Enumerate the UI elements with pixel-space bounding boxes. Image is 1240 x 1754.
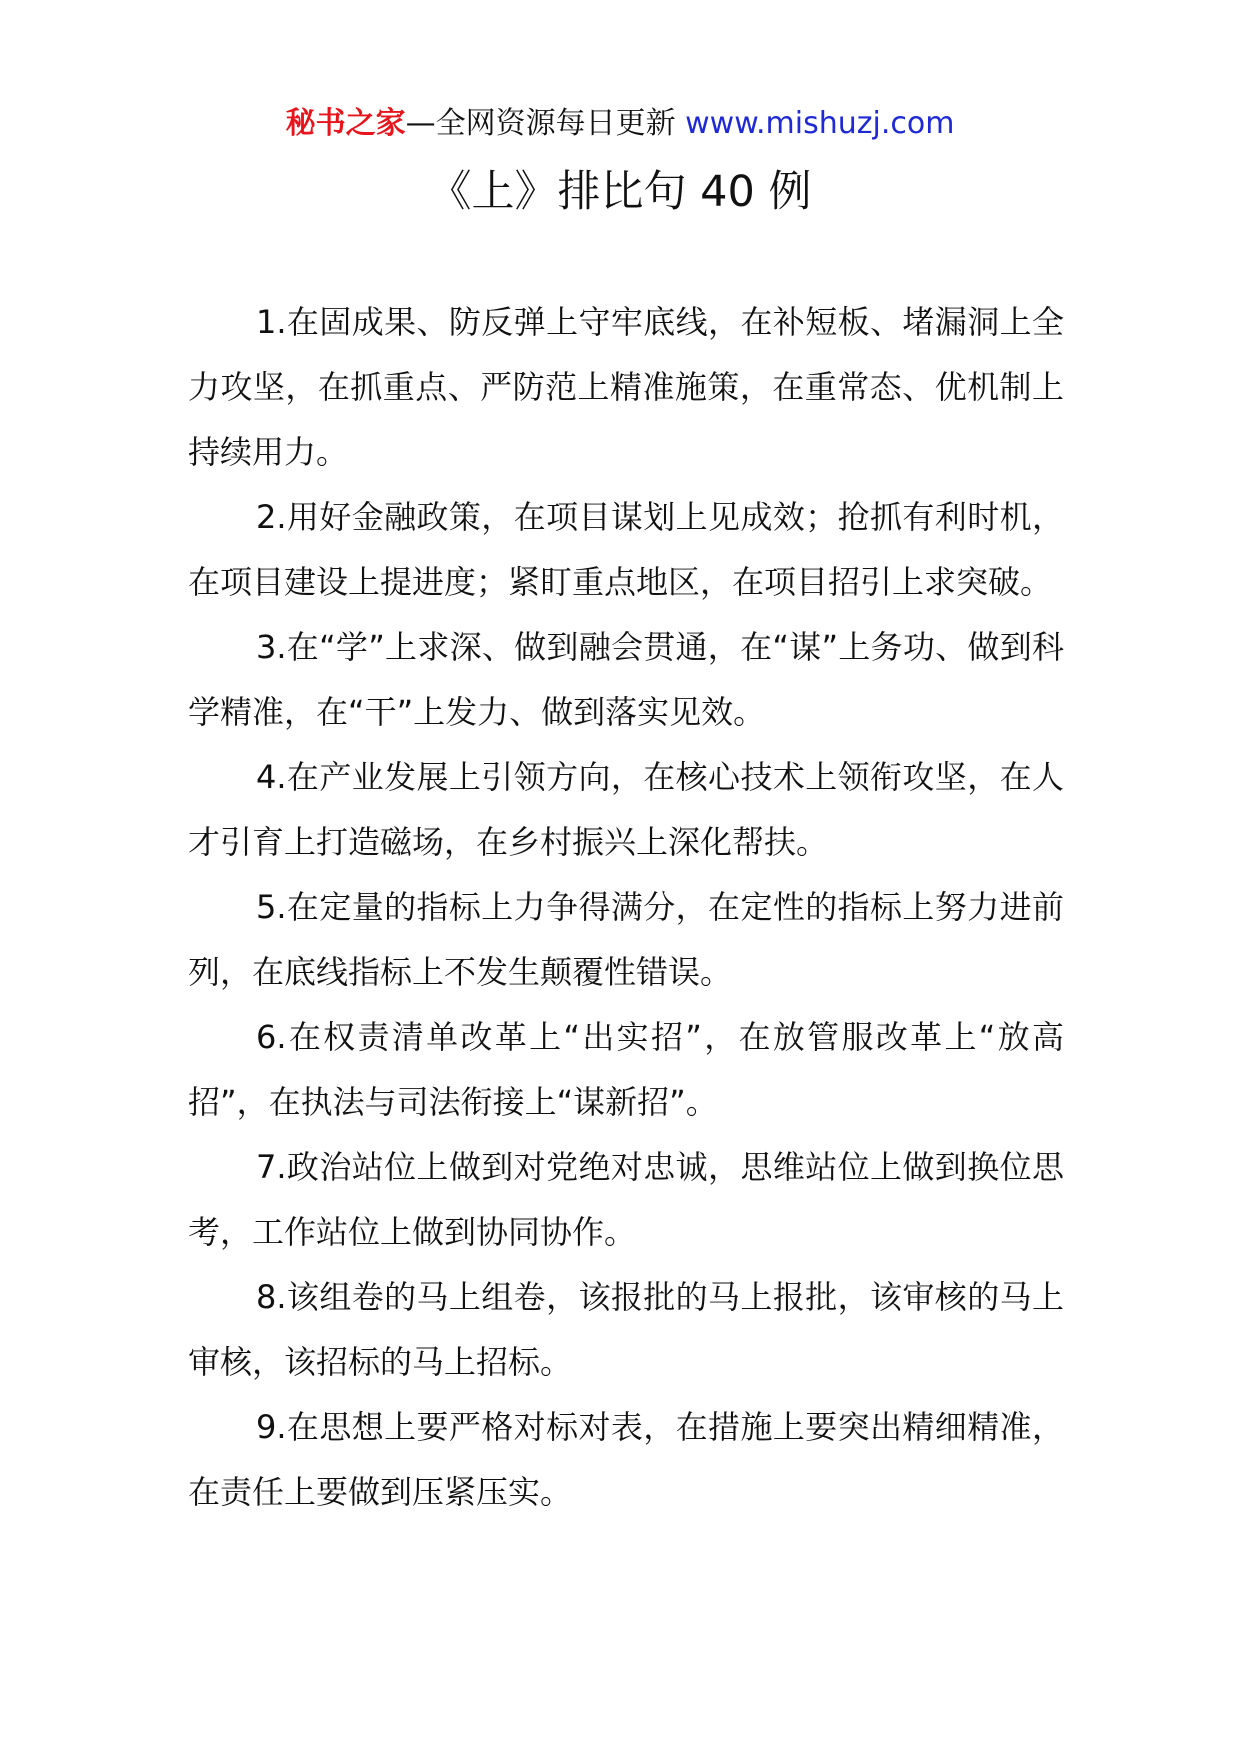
paragraph-7: 7.政治站位上做到对党绝对忠诚，思维站位上做到换位思考，工作站位上做到协同协作。 (188, 1148, 1064, 1251)
paragraph-3: 3.在“学”上求深、做到融会贯通，在“谋”上务功、做到科学精准，在“干”上发力、做到落实见效。 (188, 628, 1064, 731)
brand-name: 秘书之家 (285, 106, 406, 141)
paragraph-4: 4.在产业发展上引领方向，在核心技术上领衔攻坚，在人才引育上打造磁场，在乡村振兴上深化帮扶。 (188, 758, 1064, 861)
paragraph-9: 9.在思想上要严格对标对表，在措施上要突出精细精准，在责任上要做到压紧压实。 (188, 1408, 1064, 1511)
paragraph-5: 5.在定量的指标上力争得满分，在定性的指标上努力进前列，在底线指标上不发生颠覆性错误。 (188, 888, 1064, 991)
paragraph-6: 6.在权责清单改革上“出实招”，在放管服改革上“放高招”，在执法与司法衔接上“谋新招”。 (188, 1018, 1064, 1121)
document-body (188, 290, 1064, 1525)
paragraph-2: 2.用好金融政策，在项目谋划上见成效；抢抓有利时机，在项目建设上提进度；紧盯重点地区，在项目招引上求突破。 (188, 498, 1064, 601)
paragraph-8: 8.该组卷的马上组卷，该报批的马上报批，该审核的马上审核，该招标的马上招标。 (188, 1278, 1064, 1381)
site-header (0, 102, 1240, 146)
header-tagline: —全网资源每日更新 (405, 106, 676, 141)
site-url-link[interactable]: www.mishuzj.com (685, 106, 955, 141)
document-title: 《上》排比句 40 例 (428, 167, 812, 217)
paragraph-1: 1.在固成果、防反弹上守牢底线，在补短板、堵漏洞上全力攻坚，在抓重点、严防范上精准施策，在重常态、优机制上持续用力。 (188, 303, 1064, 471)
